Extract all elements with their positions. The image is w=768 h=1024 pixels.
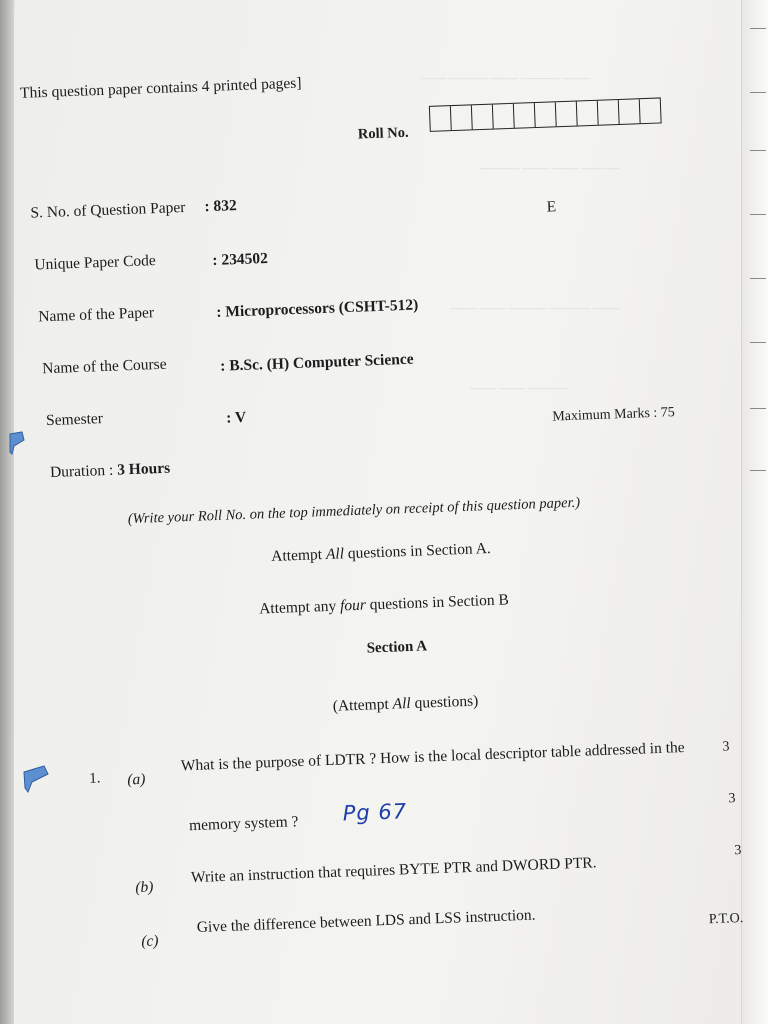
binder-clip-icon [8,430,26,456]
question-a-line2: memory system ? [188,813,299,835]
question-b-marks: 3 [728,791,736,807]
section-sub-post: questions) [410,692,479,712]
bleed-through: ——— —— —— ——— [480,160,620,175]
instr-a-em: All [325,545,345,563]
section-a-title: Section A [366,638,428,657]
question-c-marks: 3 [734,842,742,859]
roll-no-label: Roll No. [357,124,409,143]
instr-b-em: four [339,596,367,615]
question-number: 1. [88,770,101,787]
max-marks: Maximum Marks : 75 [552,405,676,425]
paper-name-label: Name of the Paper [38,304,155,326]
printed-pages-note: This question paper contains 4 printed pages] [19,74,302,102]
bleed-through: —— ——— ——— —— —— [450,300,619,315]
question-b-label: (b) [134,878,154,897]
duration-label: Duration : [49,461,118,482]
section-sub-em: All [392,695,411,713]
bleed-through: ——— —— —— [470,380,568,395]
instr-b-post: questions in Section B [365,591,510,614]
instr-a-post: questions in Section A. [343,539,492,563]
section-a-subtitle [332,693,478,716]
roll-no-boxes [429,97,662,131]
question-a-line1: What is the purpose of LDTR ? How is the local descriptor table addressed in the [180,738,685,775]
handwritten-page-note: Pg 67 [342,799,408,826]
paper-name-value: : Microprocessors (CSHT-512) [215,296,419,321]
duration [50,460,171,482]
section-sub-pre: (Attempt [332,695,393,715]
semester-value: : V [225,408,247,427]
set-letter: E [546,198,557,216]
course-name-value: : B.Sc. (H) Computer Science [219,350,414,375]
binder-clip-icon [22,764,50,794]
question-c-label: (c) [140,932,159,951]
pto-label: P.T.O. [708,910,744,928]
instr-a-pre: Attempt [270,546,327,566]
question-b-text: Write an instruction that requires BYTE PTR and DWORD PTR. [190,854,597,887]
question-a-marks: 3 [722,739,730,755]
question-a-label: (a) [127,770,146,789]
instruction-section-a [271,540,491,566]
instruction-section-b [259,591,509,618]
sno-value: : 832 [204,197,237,216]
question-c-text: Give the difference between LDS and LSS instruction. [196,906,536,936]
sno-label: S. No. of Question Paper [30,198,186,222]
semester-label: Semester [45,410,104,430]
unique-code-value: : 234502 [212,249,269,269]
course-name-label: Name of the Course [41,355,167,378]
instr-b-pre: Attempt any [258,597,341,618]
roll-instruction: (Write your Roll No. on the top immediately on receipt of this question paper.) [127,494,581,528]
bleed-through: —— ——— —— ——— —— [420,70,589,85]
unique-code-label: Unique Paper Code [34,252,157,274]
duration-value: 3 Hours [116,459,171,479]
